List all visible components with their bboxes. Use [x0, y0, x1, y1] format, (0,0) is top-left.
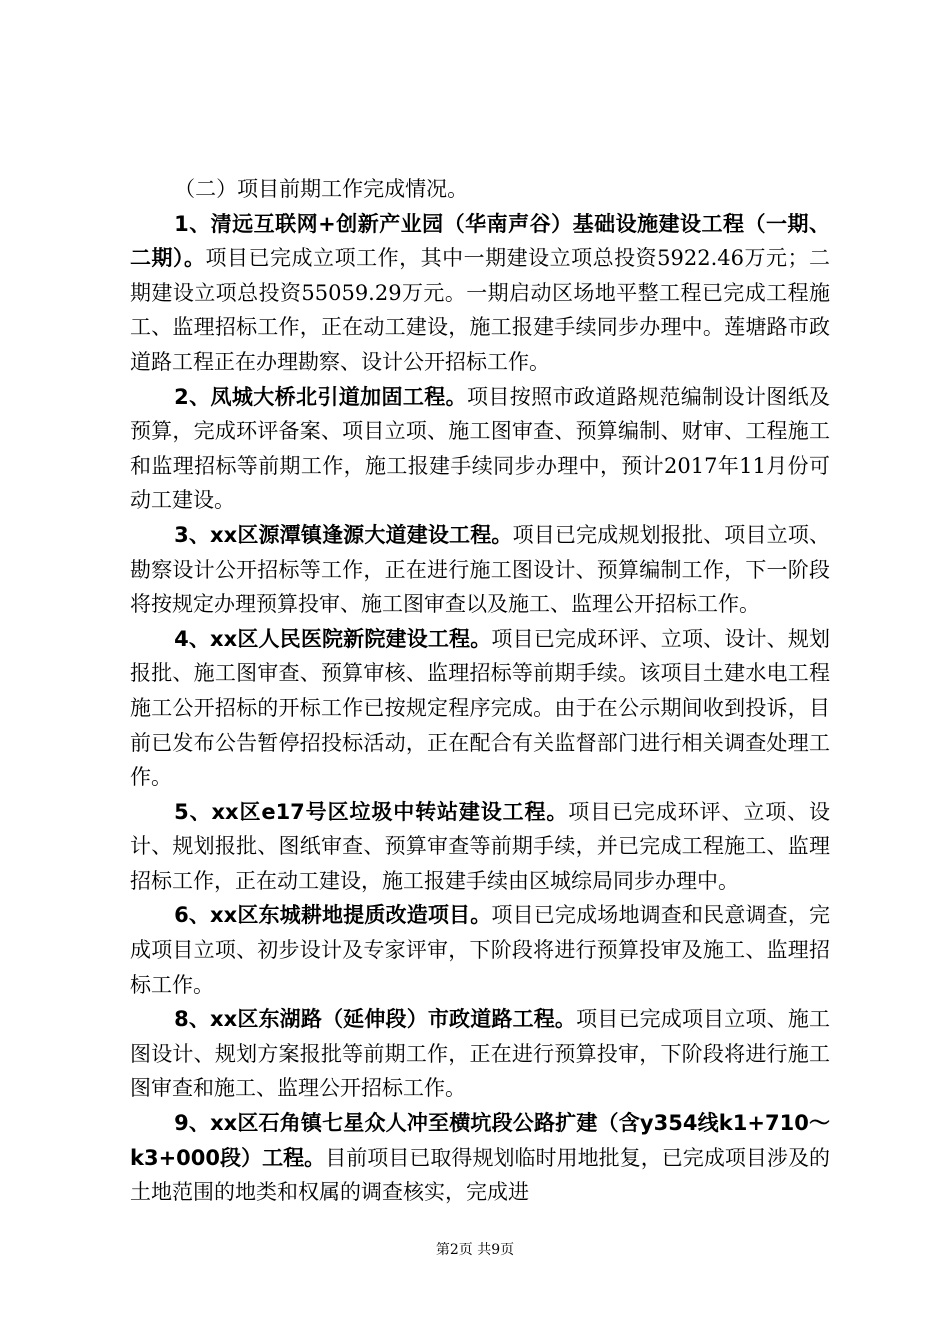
paragraph-title: 9、xx区石角镇七星众人冲至横坑段公路扩建（含y354线k1+710～k3+000段）工程。 — [130, 1111, 830, 1170]
paragraph-title: 6、xx区东城耕地提质改造项目。 — [174, 903, 492, 928]
paragraph-5 — [130, 795, 830, 899]
paragraph-1 — [130, 207, 830, 380]
paragraph-body: 项目已完成场地调查和民意调查，完成项目立项、初步设计及专家评审，下阶段将进行预算投审及施工、监理招标工作。 — [130, 903, 831, 997]
section-heading: （二）项目前期工作完成情况。 — [174, 177, 469, 201]
document-body — [130, 172, 830, 1210]
paragraph-2 — [130, 380, 830, 518]
paragraph-body: 项目已完成环评、立项、设计、规划报批、图纸审查、预算审查等前期手续，并已完成工程施工、监理招标工作，正在动工建设，施工报建手续由区城综局同步办理中。 — [130, 799, 830, 893]
paragraph-4 — [130, 622, 830, 795]
paragraph-body: 项目已完成规划报批、项目立项、勘察设计公开招标等工作，正在进行施工图设计、预算编制工作，下一阶段将按规定办理预算投审、施工图审查以及施工、监理公开招标工作。 — [130, 522, 831, 617]
paragraph-body: 项目已完成立项工作，其中一期建设立项总投资5922.46万元；二期建设立项总投资55059.29万元。一期启动区场地平整工程已完成工程施工、监理招标工作，正在动工建设，施工报建手续同步办理中。莲塘路市政道路工程正在办理勘察、设计公开招标工作。 — [130, 246, 831, 374]
paragraph-title: 3、xx区源潭镇逢源大道建设工程。 — [174, 522, 513, 547]
paragraph-body: 目前项目已取得规划临时用地批复，已完成项目涉及的土地范围的地类和权属的调查核实，完成进 — [130, 1145, 830, 1205]
paragraph-body: 项目已完成项目立项、施工图设计、规划方案报批等前期工作，正在进行预算投审，下阶段将进行施工图审查和施工、监理公开招标工作。 — [130, 1007, 831, 1101]
paragraph-title: 5、xx区e17号区垃圾中转站建设工程。 — [174, 799, 569, 824]
paragraph-title: 2、凤城大桥北引道加固工程。 — [174, 384, 467, 409]
paragraph-body: 项目已完成环评、立项、设计、规划报批、施工图审查、预算审核、监理招标等前期手续。该项目土建水电工程施工公开招标的开标工作已按规定程序完成。由于在公示期间收到投诉，目前已发布公告暂停招投标活动，正在配合有关监督部门进行相关调查处理工作。 — [130, 626, 831, 790]
paragraph-3 — [130, 518, 830, 622]
paragraph-8 — [130, 1002, 830, 1106]
page-number-footer: 第2页 共9页 — [435, 1242, 515, 1258]
paragraph-title: 8、xx区东湖路（延伸段）市政道路工程。 — [174, 1007, 577, 1032]
paragraph-body: 项目按照市政道路规范编制设计图纸及预算，完成环评备案、项目立项、施工图审查、预算编制、财审、工程施工和监理招标等前期工作，施工报建手续同步办理中，预计2017年11月份可动工建设。 — [130, 384, 830, 513]
paragraph-6 — [130, 898, 830, 1002]
paragraph-title: 4、xx区人民医院新院建设工程。 — [174, 626, 492, 651]
paragraph-title: 1、清远互联网+创新产业园（华南声谷）基础设施建设工程（一期、二期）。 — [130, 211, 830, 271]
paragraph-9 — [130, 1106, 830, 1210]
